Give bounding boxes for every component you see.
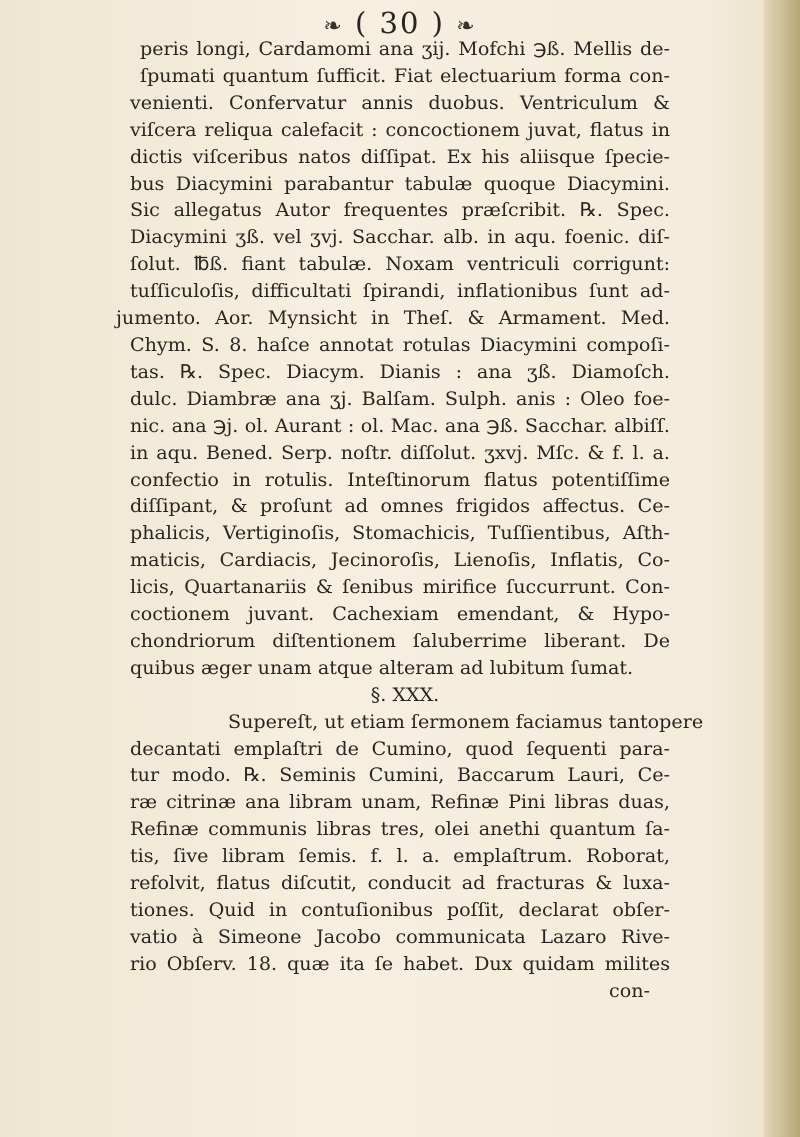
text-line: diſſipant, & proſunt ad omnes frigidos affectus. Ce- xyxy=(130,494,670,518)
text-line: Sic allegatus Autor frequentes præſcribit. ℞. Spec. xyxy=(130,198,670,222)
text-line: peris longi, Cardamomi ana ʒij. Mofchi ℈ß. Mellis de- xyxy=(140,37,670,60)
text-line: vatio à Simeone Jacobo communicata Lazaro Rive- xyxy=(130,924,670,948)
text-line: decantati emplaſtri de Cumino, quod ſequenti para- xyxy=(130,736,670,760)
text-line: ſolut. ℔ß. fiant tabulæ. Noxam ventriculi corrigunt: xyxy=(130,252,670,276)
body-text xyxy=(116,36,704,1005)
text-line: jumento. Aor. Mynsicht in Theſ. & Armament. Med. xyxy=(116,306,670,330)
text-line: dictis viſceribus natos diſſipat. Ex his aliisque ſpecie- xyxy=(130,144,670,168)
text-line: coctionem juvant. Cachexiam emendant, & Hypo- xyxy=(130,602,670,626)
catchword: con- xyxy=(609,978,650,1002)
text-line: Diacymini ʒß. vel ʒvj. Sacchar. alb. in aqu. foenic. diſ- xyxy=(130,225,670,249)
text-line: Chym. S. 8. haſce annotat rotulas Diacymini compoſi- xyxy=(130,332,670,356)
text-line: tis, ſive libram ſemis. f. l. a. emplaſtrum. Roborat, xyxy=(130,844,670,868)
text-line: tiones. Quid in contuſionibus poſſit, declarat obſer- xyxy=(130,898,670,921)
text-line: viſcera reliqua calefacit : concoctionem juvat, flatus in xyxy=(130,117,670,141)
text-line: tur modo. ℞. Seminis Cumini, Baccarum Lauri, Ce- xyxy=(130,763,670,787)
text-line: phalicis, Vertiginoſis, Stomachicis, Tuſſientibus, Aſth- xyxy=(130,521,670,545)
text-line: rio Obſerv. 18. quæ ita ſe habet. Dux quidam milites xyxy=(130,951,670,975)
page-header xyxy=(0,6,800,40)
text-line: tuſſiculoſis, difficultati ſpirandi, inflationibus ſunt ad- xyxy=(130,279,670,303)
text-line: in aqu. Bened. Serp. noſtr. diſſolut. ʒxvj. Mſc. & f. l. a. xyxy=(130,440,670,464)
text-line: maticis, Cardiacis, Jecinoroſis, Lienoſis, Inflatis, Co- xyxy=(130,548,670,572)
page-edge-shadow xyxy=(764,0,800,1137)
text-line: Supereſt, ut etiam ſermonem faciamus tantopere xyxy=(228,709,704,733)
ornament-left: ❧ xyxy=(323,14,344,39)
text-line: tas. ℞. Spec. Diacym. Dianis : ana ʒß. Diamoſch. xyxy=(130,359,670,383)
text-line: venienti. Confervatur annis duobus. Ventriculum & xyxy=(130,90,670,114)
text-line: nic. ana ℈j. ol. Aurant : ol. Mac. ana ℈ß. Sacchar. albiſſ. xyxy=(130,413,670,437)
page-number: ( 30 ) xyxy=(355,6,445,40)
text-line: bus Diacymini parabantur tabulæ quoque Diacymini. xyxy=(130,171,670,195)
ornament-right: ❧ xyxy=(456,14,477,39)
text-line: ræ citrinæ ana libram unam, Refinæ Pini libras duas, xyxy=(130,790,670,814)
section-heading: §. XXX. xyxy=(370,682,440,706)
text-line: licis, Quartanariis & ſenibus mirifice ſuccurrunt. Con- xyxy=(130,575,670,599)
text-line: quibus æger unam atque alteram ad lubitum ſumat. xyxy=(130,655,634,679)
text-line: refolvit, flatus diſcutit, conducit ad fracturas & luxa- xyxy=(130,871,670,895)
text-line: dulc. Diambræ ana ʒj. Balſam. Sulph. anis : Oleo foe- xyxy=(130,386,670,410)
text-line: chondriorum diſtentionem ſaluberrime liberant. De xyxy=(130,628,670,652)
text-line: Refinæ communis libras tres, olei anethi quantum ſa- xyxy=(130,817,670,841)
text-line: ſpumati quantum ſufficit. Fiat electuarium forma con- xyxy=(140,63,670,87)
text-line: confectio in rotulis. Inteſtinorum flatus potentiſſime xyxy=(130,467,670,491)
